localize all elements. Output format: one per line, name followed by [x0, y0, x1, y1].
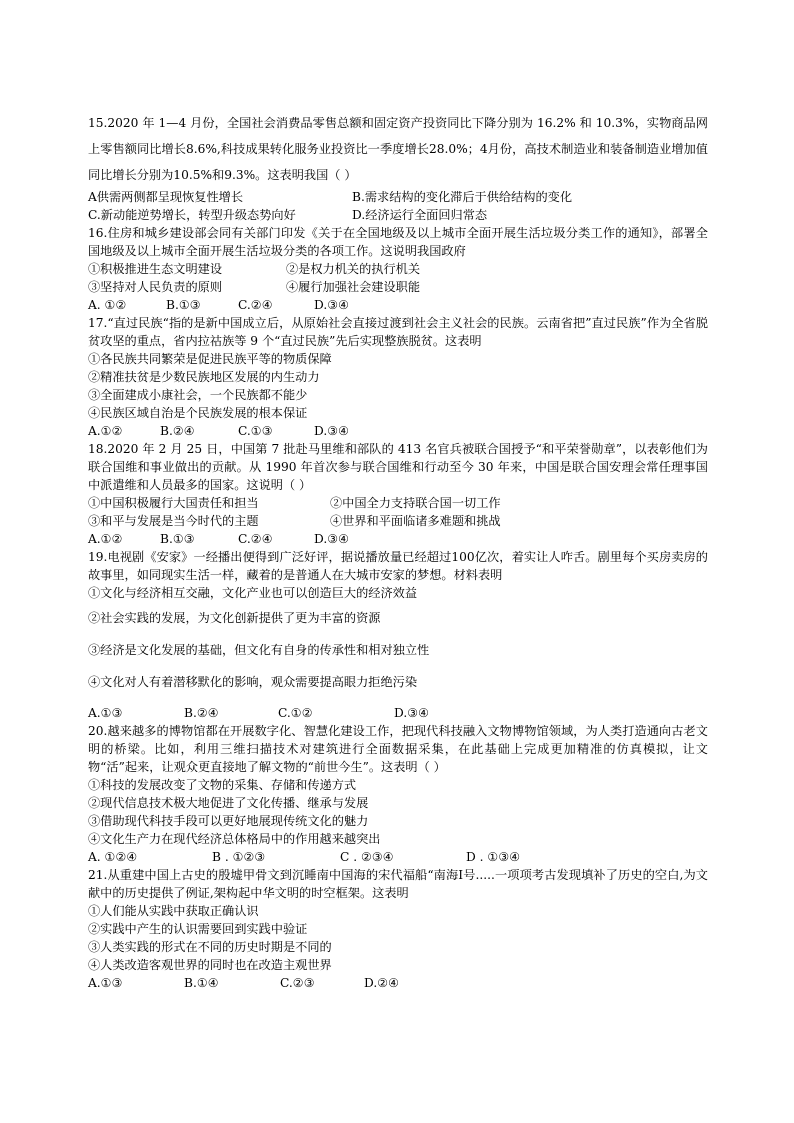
question-21-option-a[interactable]: A.①③ — [88, 976, 123, 990]
question-16-item-2: ②是权力机关的执行机关 — [286, 262, 421, 276]
question-18-item-1: ①中国积极履行大国责任和担当 — [88, 496, 259, 510]
question-15-choice-b[interactable]: B.需求结构的变化滞后于供给结构的变化 — [352, 190, 573, 204]
question-19-option-b[interactable]: B.②④ — [184, 706, 219, 720]
question-16-options — [88, 296, 708, 314]
question-19-item-1: ①文化与经济相互交融，文化产业也可以创造巨大的经济效益 — [88, 586, 418, 600]
question-15-choice-a[interactable]: A供需两侧都呈现恢复性增长 — [88, 190, 244, 204]
question-19-item-4: ④文化对人有着潜移默化的影响，观众需要提高眼力拒绝污染 — [88, 675, 418, 689]
question-18-option-c[interactable]: C.②④ — [238, 532, 273, 546]
question-15-stem: 15.2020 年 1—4 月份，全国社会消费品零售总额和固定资产投资同比下降分别为 16.2% 和 10.3%，实物商品网上零售额同比增长8.6%,科技成果转化服务业投资比一季度增长28.0%；4月份，高技术制造业和装备制造业增加值同比增长分别为10.5%和9.3%。这表明我国（ ） — [88, 116, 708, 182]
question-19-item-3: ③经济是文化发展的基础，但文化有自身的传承性和相对独立性 — [88, 643, 430, 657]
question-15-choice-c[interactable]: C.新动能逆势增长，转型升级态势向好 — [88, 208, 296, 222]
question-18-item-4: ④世界和平面临诸多难题和挑战 — [330, 514, 501, 528]
question-17-item-1: ①各民族共同繁荣是促进民族平等的物质保障 — [88, 352, 332, 366]
question-20-item-1: ①科技的发展改变了文物的采集、存储和传递方式 — [88, 778, 357, 792]
question-16-option-b[interactable]: B.①③ — [166, 298, 201, 312]
question-18-option-d[interactable]: D.③④ — [314, 532, 350, 546]
question-18-item-2: ②中国全力支持联合国一切工作 — [330, 496, 501, 510]
question-19-option-d[interactable]: D.③④ — [394, 706, 430, 720]
question-21-option-d[interactable]: D.②④ — [364, 976, 400, 990]
question-20-option-d[interactable]: D . ①③④ — [466, 850, 521, 864]
question-19-option-c[interactable]: C.①② — [278, 706, 313, 720]
question-17-option-a[interactable]: A.①② — [88, 424, 123, 438]
question-16-option-a[interactable]: A. ①② — [88, 298, 127, 312]
question-20-item-4: ④文化生产力在现代经济总体格局中的作用越来越突出 — [88, 832, 381, 846]
question-19-option-a[interactable]: A.①③ — [88, 706, 123, 720]
question-21-item-4: ④人类改造客观世界的同时也在改造主观世界 — [88, 958, 332, 972]
question-18-stem: 18.2020 年 2 月 25 日，中国第 7 批赴马里维和部队的 413 名官兵被联合国授予“和平荣誉勋章”，以表彰他们为联合国维和事业做出的贡献。从 1990 年首次参与联合国维和行动至今 30 年来，中国是联合国安理会常任理事国中派遣维和人员最多的国家。这说明（ ） — [88, 442, 708, 492]
question-19-item-2: ②社会实践的发展，为文化创新提供了更为丰富的资源 — [88, 611, 381, 625]
question-21-option-b[interactable]: B.①④ — [184, 976, 219, 990]
question-17-option-b[interactable]: B.②④ — [160, 424, 195, 438]
question-15-choices-row-2 — [88, 206, 708, 224]
question-16-option-c[interactable]: C.②④ — [238, 298, 273, 312]
question-18-item-3: ③和平与发展是当今时代的主题 — [88, 514, 259, 528]
question-17-options — [88, 422, 708, 440]
question-17-item-2: ②精准扶贫是少数民族地区发展的内生动力 — [88, 370, 320, 384]
question-20-option-c[interactable]: C . ②③④ — [340, 850, 394, 864]
question-21-item-2: ②实践中产生的认识需要回到实践中验证 — [88, 922, 308, 936]
question-18-option-a[interactable]: A.①② — [88, 532, 123, 546]
question-20-option-b[interactable]: B . ①②③ — [212, 850, 266, 864]
question-17-item-3: ③全面建成小康社会，一个民族都不能少 — [88, 388, 308, 402]
question-20-item-3: ③借助现代科技手段可以更好地展现传统文化的魅力 — [88, 814, 369, 828]
question-19-stem: 19.电视剧《安家》一经播出便得到广泛好评，据说播放量已经超过100亿次，着实让人咋舌。剧里每个买房卖房的故事里，如同现实生活一样，藏着的是普通人在大城市安家的梦想。材料表明 — [88, 550, 708, 582]
question-20-stem: 20.越来越多的博物馆都在开展数字化、智慧化建设工作，把现代科技融入文物博物馆领域，为人类打造通向古老文明的桥梁。比如，利用三维扫描技术对建筑进行全面数据采集，在此基础上完成更加精准的仿真模拟，让文物“活”起来，让观众更直接地了解文物的“前世今生”。这表明（ ） — [88, 724, 708, 774]
question-15-choices-row-1 — [88, 188, 708, 206]
question-16-item-3: ③坚持对人民负责的原则 — [88, 280, 223, 294]
question-18-options — [88, 530, 708, 548]
question-16-item-1: ①积极推进生态文明建设 — [88, 262, 223, 276]
question-17-item-4: ④民族区域自治是个民族发展的根本保证 — [88, 406, 308, 420]
question-17-stem: 17.“直过民族“指的是新中国成立后，从原始社会直接过渡到社会主义社会的民族。云南省把”直过民族”作为全省脱贫攻坚的重点，省内拉祜族等 9 个“直过民族”先后实现整族脱贫。这表明 — [88, 316, 708, 348]
question-18-items-row-2 — [88, 512, 708, 530]
question-16-items-row-2 — [88, 278, 708, 296]
question-18-items-row-1 — [88, 494, 708, 512]
question-17-option-c[interactable]: C.①③ — [238, 424, 273, 438]
exam-page — [88, 110, 708, 992]
question-20-options — [88, 848, 708, 866]
question-16-items-row-1 — [88, 260, 708, 278]
question-21-options — [88, 974, 708, 992]
question-20-item-2: ②现代信息技术极大地促进了文化传播、继承与发展 — [88, 796, 369, 810]
question-21-stem: 21.从重建中国上古史的殷墟甲骨文到沉睡南中国海的宋代福船“南海Ⅰ号.....一项项考古发现填补了历史的空白,为文献中的历史提供了例证,架构起中华文明的时空框架。这表明 — [88, 868, 708, 900]
question-21-item-3: ③人类实践的形式在不同的历史时期是不同的 — [88, 940, 332, 954]
question-18-option-b[interactable]: B.①③ — [160, 532, 195, 546]
question-21-item-1: ①人们能从实践中获取正确认识 — [88, 904, 259, 918]
question-20-option-a[interactable]: A. ①②④ — [88, 850, 138, 864]
question-16-item-4: ④履行加强社会建设职能 — [286, 280, 421, 294]
question-21-option-c[interactable]: C.②③ — [280, 976, 315, 990]
question-16-stem: 16.住房和城乡建设部会同有关部门印发《关于在全国地级及以上城市全面开展生活垃圾分类工作的通知》，部署全国地级及以上城市全面开展生活垃圾分类的各项工作。这说明我国政府 — [88, 226, 708, 258]
question-15-choice-d[interactable]: D.经济运行全面回归常态 — [352, 208, 488, 222]
question-17-option-d[interactable]: D.③④ — [314, 424, 350, 438]
question-19-options — [88, 704, 708, 722]
question-16-option-d[interactable]: D.③④ — [314, 298, 350, 312]
